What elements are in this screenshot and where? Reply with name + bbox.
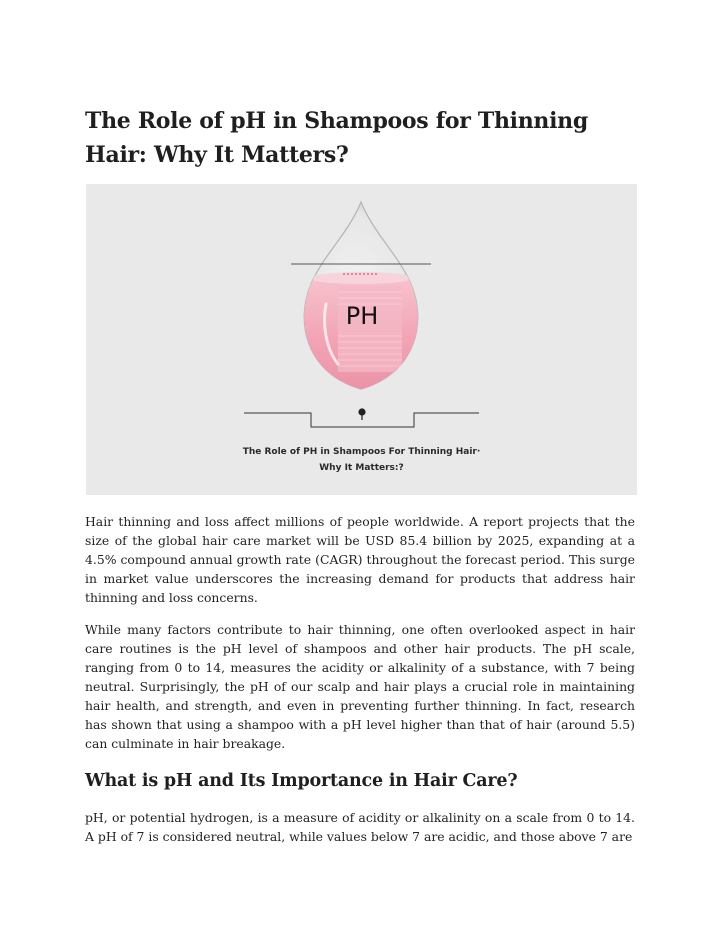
pin-icon [358,408,365,420]
hero-image [86,184,637,495]
paragraph-ph-factors: While many factors contribute to hair thinning, one often overlooked aspect in hair care routines is the pH level of shampoos and other hair products. The pH scale, ranging from 0 to 14, measures the acidity or alkalinity of a substance, with 7 being neutral. Surprisingly, the pH of our scalp and hair plays a crucial role in maintaining hair health, and strength, and even in preventing further thinning. In fact, research has shown that using a shampoo with a pH level higher than that of hair (around 5.5) can culminate in hair breakage. [85,622,635,751]
section-heading: What is pH and Its Importance in Hair Care? [85,771,518,791]
drop-label: PH [345,302,379,330]
paragraph-intro: Hair thinning and loss affect millions of people worldwide. A report projects that the size of the global hair care market will be USD 85.4 billion by 2025, expanding at a 4.5% compound annual growth rate (CAGR) throughout the forecast period. This surge in market value underscores the increasing demand for products that address hair thinning and loss concerns. [85,514,635,605]
page-title: The Role of pH in Shampoos for Thinning Hair: Why It Matters? [85,108,588,168]
paragraph-ph-definition: pH, or potential hydrogen, is a measure of acidity or alkalinity on a scale from 0 to 14. A pH of 7 is considered neutral, while values below 7 are acidic, and those above 7 are [85,810,635,844]
hero-caption-line2: Why It Matters:? [319,463,404,473]
hero-caption-line1: The Role of PH in Shampoos For Thinning Hair· [242,447,481,457]
